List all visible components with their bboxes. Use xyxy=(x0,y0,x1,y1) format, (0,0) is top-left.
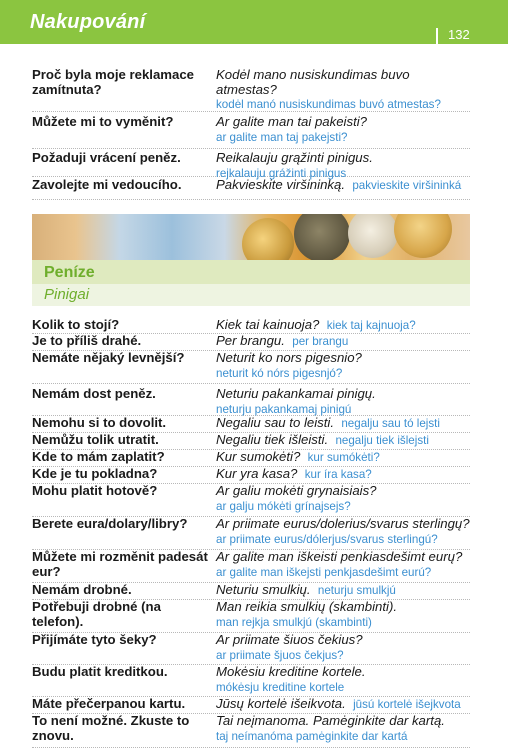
pronunciation: mókėsju kreditine kortele xyxy=(216,680,345,694)
czech-phrase: Můžete mi to vyměnit? xyxy=(32,114,174,129)
czech-phrase: Kde to mám zaplatit? xyxy=(32,449,165,464)
lithuanian-phrase: Ar galiu mokėti grynaisiais? xyxy=(216,483,377,498)
lithuanian-translation-block xyxy=(216,583,470,599)
page-number: 132 xyxy=(448,27,470,42)
lithuanian-phrase: Man reikia smulkių (skambinti). xyxy=(216,599,398,614)
lithuanian-phrase: Ar priimate eurus/dolerius/svarus sterlingų? xyxy=(216,516,470,531)
phrase-row xyxy=(32,450,470,467)
lithuanian-phrase: Pakvieskite viršininką. xyxy=(216,177,345,192)
lithuanian-translation-block xyxy=(216,334,470,350)
czech-phrase: Nemáte nějaký levnější? xyxy=(32,350,185,365)
money-photo-banner xyxy=(32,214,470,260)
pronunciation: man rejkja smulkjú (skambinti) xyxy=(216,615,372,629)
section-title: Peníze xyxy=(44,264,95,281)
coin-image xyxy=(294,214,350,260)
pronunciation: neturju pakankamaj pinigú xyxy=(216,402,352,416)
pronunciation: jūsú kortelė išejkvota xyxy=(353,698,461,711)
lithuanian-phrase: Kur sumokėti? xyxy=(216,449,301,464)
czech-phrase: Zavolejte mi vedoucího. xyxy=(32,177,182,192)
lithuanian-phrase: Ar galite man tai pakeisti? xyxy=(216,114,367,129)
czech-phrase: Potřebuji drobné (na telefon). xyxy=(32,599,161,629)
lithuanian-translation-block xyxy=(216,416,470,432)
phrase-row xyxy=(32,517,470,550)
phrase-row xyxy=(32,665,470,697)
lithuanian-translation-block xyxy=(216,484,470,514)
lithuanian-phrase: Kodėl mano nusiskundimas buvo atmestas? xyxy=(216,67,410,97)
czech-phrase: Kde je tu pokladna? xyxy=(32,466,158,481)
czech-phrase: Mohu platit hotově? xyxy=(32,483,158,498)
lithuanian-phrase: Neturit ko nors pigesnio? xyxy=(216,350,362,365)
pronunciation: ar galju mókėti grínajsejs? xyxy=(216,499,351,513)
lithuanian-phrase: Neturiu smulkių. xyxy=(216,582,311,597)
czech-phrase: To není možné. Zkuste to znovu. xyxy=(32,713,190,743)
page-header xyxy=(0,0,508,44)
pronunciation: kodėl manó nusiskundimas buvó atmestas? xyxy=(216,98,441,111)
lithuanian-translation-block xyxy=(216,178,470,194)
phrase-row xyxy=(32,714,470,748)
phrase-row xyxy=(32,600,470,633)
pronunciation: kur sumókėti? xyxy=(307,451,380,464)
pronunciation: ar galite man iškejsti penkjasdešimt eurú? xyxy=(216,565,432,579)
pronunciation: kiek taj kajnuoja? xyxy=(326,319,416,332)
lithuanian-translation-block xyxy=(216,600,470,630)
czech-phrase: Berete eura/dolary/libry? xyxy=(32,516,188,531)
lithuanian-phrase: Kur yra kasa? xyxy=(216,466,298,481)
czech-phrase: Máte přečerpanou kartu. xyxy=(32,696,186,711)
czech-phrase: Budu platit kreditkou. xyxy=(32,664,168,679)
lithuanian-translation-block xyxy=(216,433,470,449)
lithuanian-translation-block xyxy=(216,467,470,483)
pronunciation: ar priimate šjuos čekjus? xyxy=(216,648,344,662)
lithuanian-translation-block xyxy=(216,633,470,663)
phrase-row xyxy=(32,115,470,149)
pronunciation: ar priimate eurus/dólerjus/svarus sterlingú? xyxy=(216,532,438,546)
lithuanian-phrase: Jūsų kortelė išeikvota. xyxy=(216,696,346,711)
lithuanian-translation-block xyxy=(216,697,470,713)
coin-image xyxy=(394,214,452,258)
czech-phrase: Nemám dost peněz. xyxy=(32,386,156,401)
pronunciation: neturju smulkjú xyxy=(317,584,396,597)
phrase-row xyxy=(32,387,470,416)
lithuanian-phrase: Negaliu sau to leisti. xyxy=(216,415,335,430)
pronunciation: negalju sau tó lejsti xyxy=(341,417,440,430)
czech-phrase: Přijímáte tyto šeky? xyxy=(32,632,157,647)
lithuanian-phrase: Ar priimate šiuos čekius? xyxy=(216,632,363,647)
pronunciation: pakvieskite viršininká xyxy=(352,179,462,192)
phrase-row xyxy=(32,150,470,180)
page-title: Nakupování xyxy=(30,11,146,33)
pronunciation: per brangu xyxy=(292,335,349,348)
phrase-row xyxy=(32,633,470,665)
lithuanian-translation-block xyxy=(216,714,470,744)
lithuanian-phrase: Per brangu. xyxy=(216,333,285,348)
phrase-row xyxy=(32,351,470,384)
coin-image xyxy=(242,218,294,260)
phrase-row xyxy=(32,467,470,484)
czech-phrase: Je to příliš drahé. xyxy=(32,333,142,348)
header-divider xyxy=(436,28,438,44)
pronunciation: negalju tiek išlejsti xyxy=(335,434,429,447)
lithuanian-phrase: Ar galite man iškeisti penkiasdešimt eurų? xyxy=(216,549,463,564)
lithuanian-translation-block xyxy=(216,450,470,466)
lithuanian-phrase: Neturiu pakankamai pinigų. xyxy=(216,386,376,401)
czech-phrase: Kolik to stojí? xyxy=(32,317,120,332)
czech-phrase: Proč byla moje reklamace zamítnuta? xyxy=(32,67,195,97)
czech-phrase: Nemám drobné. xyxy=(32,582,132,597)
phrase-row xyxy=(32,68,470,112)
lithuanian-translation-block xyxy=(216,115,470,145)
lithuanian-translation-block xyxy=(216,517,470,547)
section-subtitle: Pinigai xyxy=(44,286,90,303)
phrase-row xyxy=(32,697,470,714)
pronunciation: taj neímanóma pamėginkite dar kartá xyxy=(216,729,408,743)
phrase-row xyxy=(32,416,470,433)
phrase-row xyxy=(32,318,470,334)
phrase-row xyxy=(32,583,470,600)
lithuanian-phrase: Tai neįmanoma. Pamėginkite dar kartą. xyxy=(216,713,445,728)
lithuanian-translation-block xyxy=(216,318,470,334)
lithuanian-translation-block xyxy=(216,550,470,580)
section-header-money xyxy=(32,260,470,306)
lithuanian-translation-block xyxy=(216,387,470,417)
phrase-row xyxy=(32,484,470,517)
pronunciation: ar galite man taj pakejsti? xyxy=(216,130,348,144)
czech-phrase: Nemůžu tolik utratit. xyxy=(32,432,159,447)
phrase-row xyxy=(32,550,470,583)
lithuanian-translation-block xyxy=(216,665,470,695)
czech-phrase: Můžete mi rozměnit padesát eur? xyxy=(32,549,208,579)
pronunciation: kur íra kasa? xyxy=(304,468,372,481)
pronunciation: rejkalauju grážinti pinigus xyxy=(216,166,347,180)
lithuanian-translation-block xyxy=(216,351,470,381)
pronunciation: neturit kó nórs pigesnjó? xyxy=(216,366,343,380)
lithuanian-phrase: Kiek tai kainuoja? xyxy=(216,317,320,332)
czech-phrase: Požaduji vrácení peněz. xyxy=(32,150,181,165)
phrase-row xyxy=(32,334,470,351)
phrase-row xyxy=(32,433,470,450)
lithuanian-phrase: Reikalauju grąžinti pinigus. xyxy=(216,150,373,165)
section-title-bar xyxy=(32,260,470,284)
lithuanian-translation-block xyxy=(216,68,470,113)
czech-phrase: Nemohu si to dovolit. xyxy=(32,415,167,430)
lithuanian-phrase: Negaliu tiek išleisti. xyxy=(216,432,329,447)
lithuanian-phrase: Mokėsiu kreditine kortele. xyxy=(216,664,366,679)
coin-image xyxy=(348,214,398,258)
phrase-row xyxy=(32,178,470,200)
